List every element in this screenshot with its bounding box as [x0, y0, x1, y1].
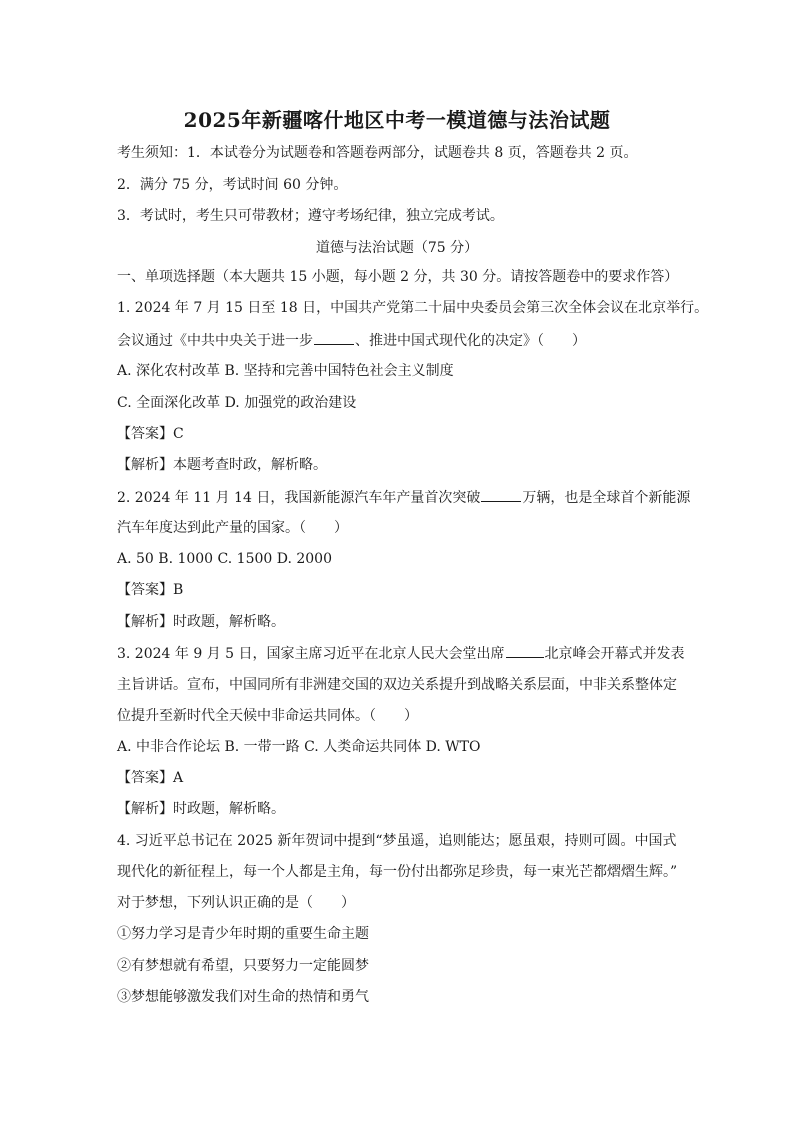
answer-blank	[314, 331, 354, 345]
notice-line-2: 2．满分 75 分，考试时间 60 分钟。	[117, 177, 348, 193]
part-heading: 一、单项选择题（本大题共 15 小题，每小题 2 分，共 30 分。请按答题卷中的要求作答）	[117, 269, 679, 285]
q4-item-2: ②有梦想就有希望，只要努力一定能圆梦	[117, 958, 369, 974]
notice-line-1: 考生须知：1．本试卷分为试题卷和答题卷两部分，试题卷共 8 页，答题卷共 2 页。	[117, 145, 638, 161]
answer-blank	[481, 488, 521, 502]
q4-stem-line-3: 对于梦想，下列认识正确的是（ ）	[117, 895, 355, 911]
q1-answer: 【答案】C	[117, 426, 184, 442]
q2-stem-text-a: 2. 2024 年 11 月 14 日，我国新能源汽车年产量首次突破	[117, 490, 481, 506]
answer-blank	[506, 644, 544, 658]
q2-stem-text-b: 万辆，也是全球首个新能源	[522, 490, 691, 506]
q2-stem-line-2: 汽车年度达到此产量的国家。（ ）	[117, 520, 348, 536]
section-title: 道德与法治试题（75 分）	[315, 240, 479, 256]
q4-stem-line-2: 现代化的新征程上，每一个人都是主角，每一份付出都弥足珍贵，每一束光芒都熠熠生辉。”	[117, 864, 678, 880]
q2-stem-line-1	[117, 488, 690, 507]
q2-options: A. 50 B. 1000 C. 1500 D. 2000	[117, 551, 332, 567]
q1-options-line-2: C. 全面深化改革 D. 加强党的政治建设	[117, 395, 357, 411]
q3-stem-line-3: 位提升至新时代全天候中非命运共同体。（ ）	[117, 708, 418, 724]
q1-stem-line-1: 1. 2024 年 7 月 15 日至 18 日，中国共产党第二十届中央委员会第三次全体会议在北京举行。	[117, 300, 709, 316]
page-title: 2025年新疆喀什地区中考一模道德与法治试题	[183, 108, 611, 132]
q1-stem-line-2	[117, 331, 586, 350]
q3-stem-line-2: 主旨讲话。宣布，中国同所有非洲建交国的双边关系提升到战略关系层面，中非关系整体定	[117, 677, 677, 693]
q4-item-3: ③梦想能够激发我们对生命的热情和勇气	[117, 989, 369, 1005]
q1-stem-text-a: 会议通过《中共中央关于进一步	[117, 333, 313, 349]
q3-answer: 【答案】A	[117, 770, 184, 786]
q1-options-line-1: A. 深化农村改革 B. 坚持和完善中国特色社会主义制度	[117, 363, 454, 379]
q4-stem-line-1: 4. 习近平总书记在 2025 新年贺词中提到“梦虽遥，追则能达；愿虽艰，持则可圆。中国式	[117, 833, 677, 849]
q3-stem-text-a: 3. 2024 年 9 月 5 日，国家主席习近平在北京人民大会堂出席	[117, 646, 505, 662]
q2-answer: 【答案】B	[117, 582, 184, 598]
q1-analysis: 【解析】本题考查时政，解析略。	[117, 457, 327, 473]
q3-stem-line-1	[117, 644, 685, 663]
q1-stem-text-b: 、推进中国式现代化的决定》（ ）	[355, 333, 586, 349]
q3-analysis: 【解析】时政题，解析略。	[117, 801, 285, 817]
q2-analysis: 【解析】时政题，解析略。	[117, 614, 285, 630]
q4-item-1: ①努力学习是青少年时期的重要生命主题	[117, 926, 369, 942]
q3-stem-text-b: 北京峰会开幕式并发表	[544, 646, 685, 662]
notice-line-3: 3．考试时，考生只可带教材；遵守考场纪律，独立完成考试。	[117, 208, 504, 224]
q3-options: A. 中非合作论坛 B. 一带一路 C. 人类命运共同体 D. WTO	[117, 739, 481, 755]
